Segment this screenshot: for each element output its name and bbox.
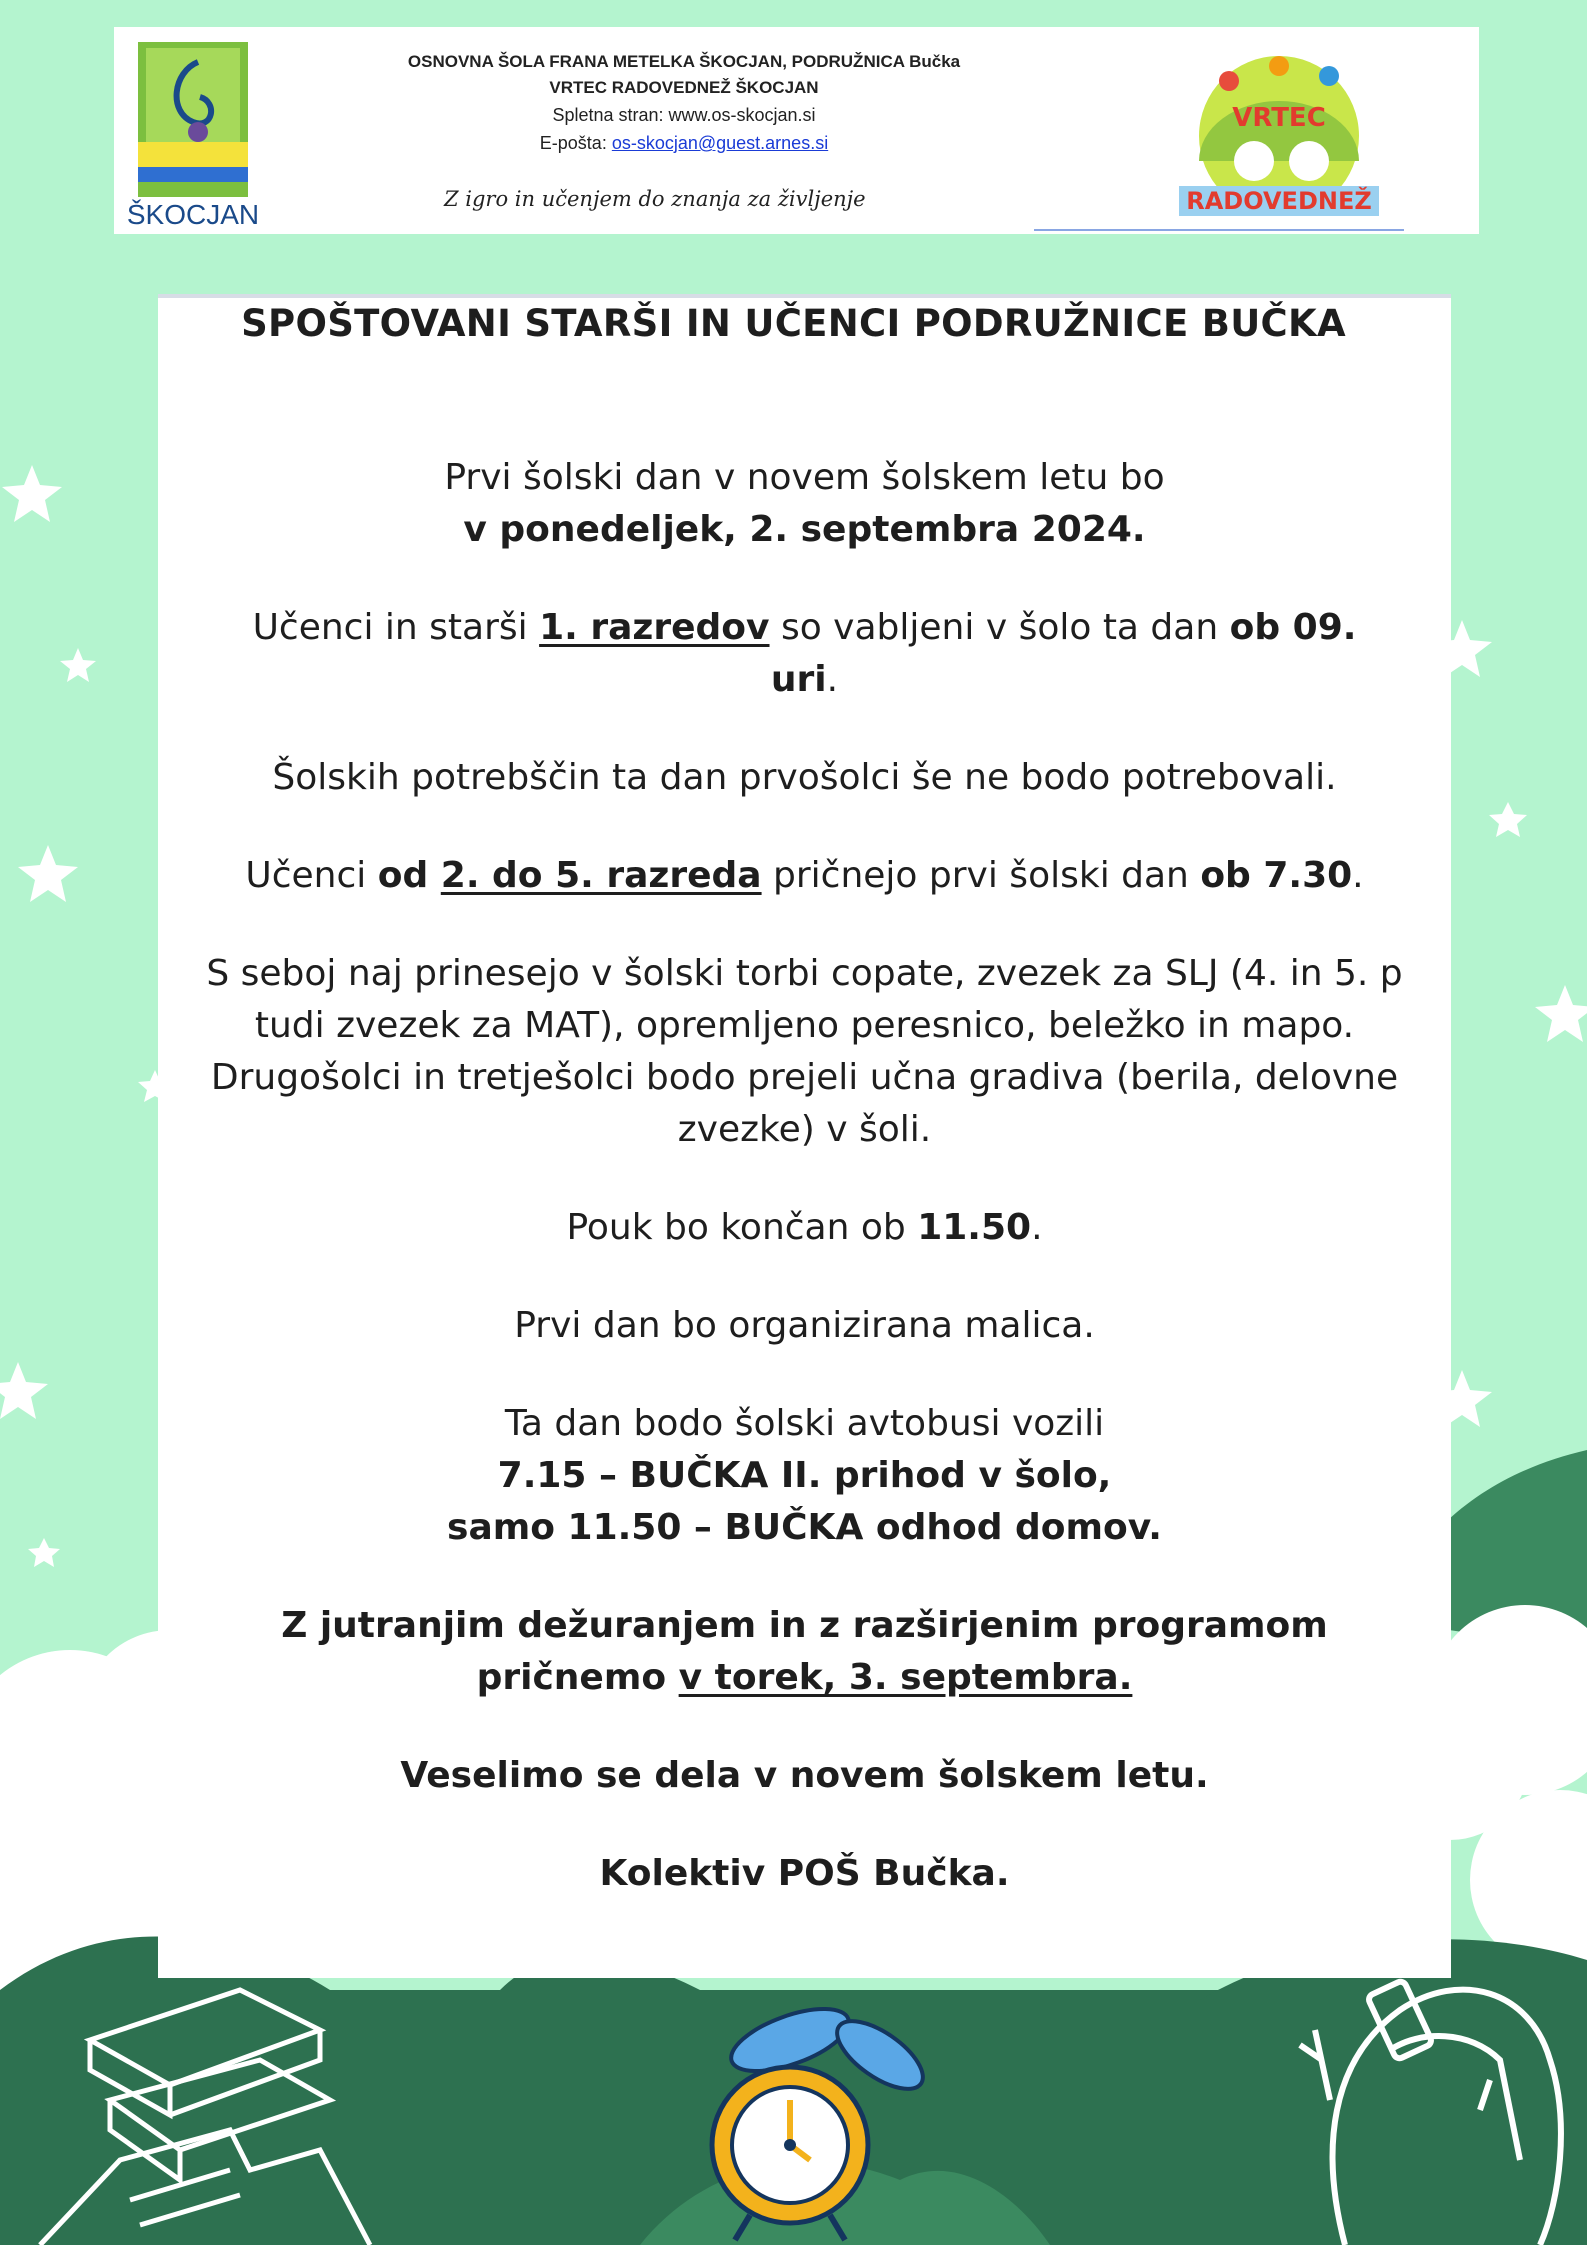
text-span: od [377, 855, 441, 896]
care-paragraph [158, 1600, 1451, 1704]
care-line: Z jutranjim dežuranjem in z razširjenim programom [281, 1605, 1328, 1646]
notice-title: SPOŠTOVANI STARŠI IN UČENCI PODRUŽNICE BUČKA [241, 302, 1346, 345]
email-line [384, 129, 984, 157]
school-logo-icon [126, 42, 260, 232]
svg-text:VRTEC: VRTEC [1232, 103, 1326, 133]
first-day-paragraph [158, 452, 1451, 556]
grades-label: 2. do 5. razreda [440, 855, 762, 896]
bus-paragraph [158, 1398, 1451, 1554]
bus-intro: Ta dan bodo šolski avtobusi vozili [504, 1403, 1105, 1444]
notice-body [158, 452, 1451, 1946]
care-start-date: v torek, 3. septembra. [678, 1657, 1133, 1698]
text-span: Učenci [245, 855, 378, 896]
text-span: . [1031, 1207, 1043, 1248]
header-divider [1034, 229, 1404, 231]
text-span: pričnemo [476, 1657, 679, 1698]
first-day-date: v ponedeljek, 2. septembra 2024. [463, 509, 1146, 550]
end-time-paragraph [158, 1202, 1451, 1254]
snack-paragraph: Prvi dan bo organizirana malica. [514, 1305, 1095, 1346]
email-label: E-pošta: [539, 133, 612, 153]
first-grade-paragraph [158, 602, 1451, 706]
text-span: . [1352, 855, 1364, 896]
svg-text:RADOVEDNEŽ: RADOVEDNEŽ [1186, 187, 1372, 215]
signature-paragraph [158, 1848, 1451, 1900]
first-day-line: Prvi šolski dan v novem šolskem letu bo [444, 457, 1165, 498]
school-name: OSNOVNA ŠOLA FRANA METELKA ŠKOCJAN, PODRUŽNICA Bučka [407, 52, 961, 71]
signature: Kolektiv POŠ Bučka. [599, 1853, 1010, 1894]
end-time: 11.50 [917, 1207, 1032, 1248]
card-top-border [158, 294, 1451, 298]
bring-items-paragraph: S seboj naj prinesejo v šolski torbi copate, zvezek za SLJ (4. in 5. p tudi zvezek za MAT), opremljeno peresnico, beležko in mapo. Drugošolci in tretješolci bodo prejeli učna gradiva (berila, delovne zvezke) v šoli. [206, 953, 1403, 1150]
text-span: . [826, 659, 839, 700]
text-span: pričnejo prvi šolski dan [761, 855, 1201, 896]
bus-arrival: 7.15 – BUČKA II. prihod v šolo, [497, 1455, 1112, 1496]
kindergarten-name: VRTEC RADOVEDNEŽ ŠKOCJAN [549, 78, 819, 97]
school-header [114, 27, 1479, 234]
kindergarten-logo-icon [1159, 41, 1399, 221]
supplies-paragraph: Šolskih potrebščin ta dan prvošolci še ne bodo potrebovali. [272, 757, 1337, 798]
first-grade-label: 1. razredov [539, 607, 770, 648]
motto: Z igro in učenjem do znanja za življenje [444, 187, 866, 211]
grades-paragraph [158, 850, 1451, 902]
closing-line: Veselimo se dela v novem šolskem letu. [400, 1755, 1209, 1796]
website: Spletna stran: www.os-skocjan.si [552, 105, 816, 125]
bus-departure: samo 11.50 – BUČKA odhod domov. [447, 1507, 1162, 1548]
text-span: Učenci in starši [252, 607, 540, 648]
first-grade-time: ob 09. uri [770, 607, 1357, 700]
svg-text:ŠKOCJAN: ŠKOCJAN [126, 199, 260, 230]
text-span: Pouk bo končan ob [566, 1207, 918, 1248]
email-link[interactable]: os-skocjan@guest.arnes.si [611, 133, 829, 153]
grades-time: ob 7.30 [1200, 855, 1353, 896]
closing-paragraph [158, 1750, 1451, 1802]
text-span: so vabljeni v šolo ta dan [769, 607, 1230, 648]
